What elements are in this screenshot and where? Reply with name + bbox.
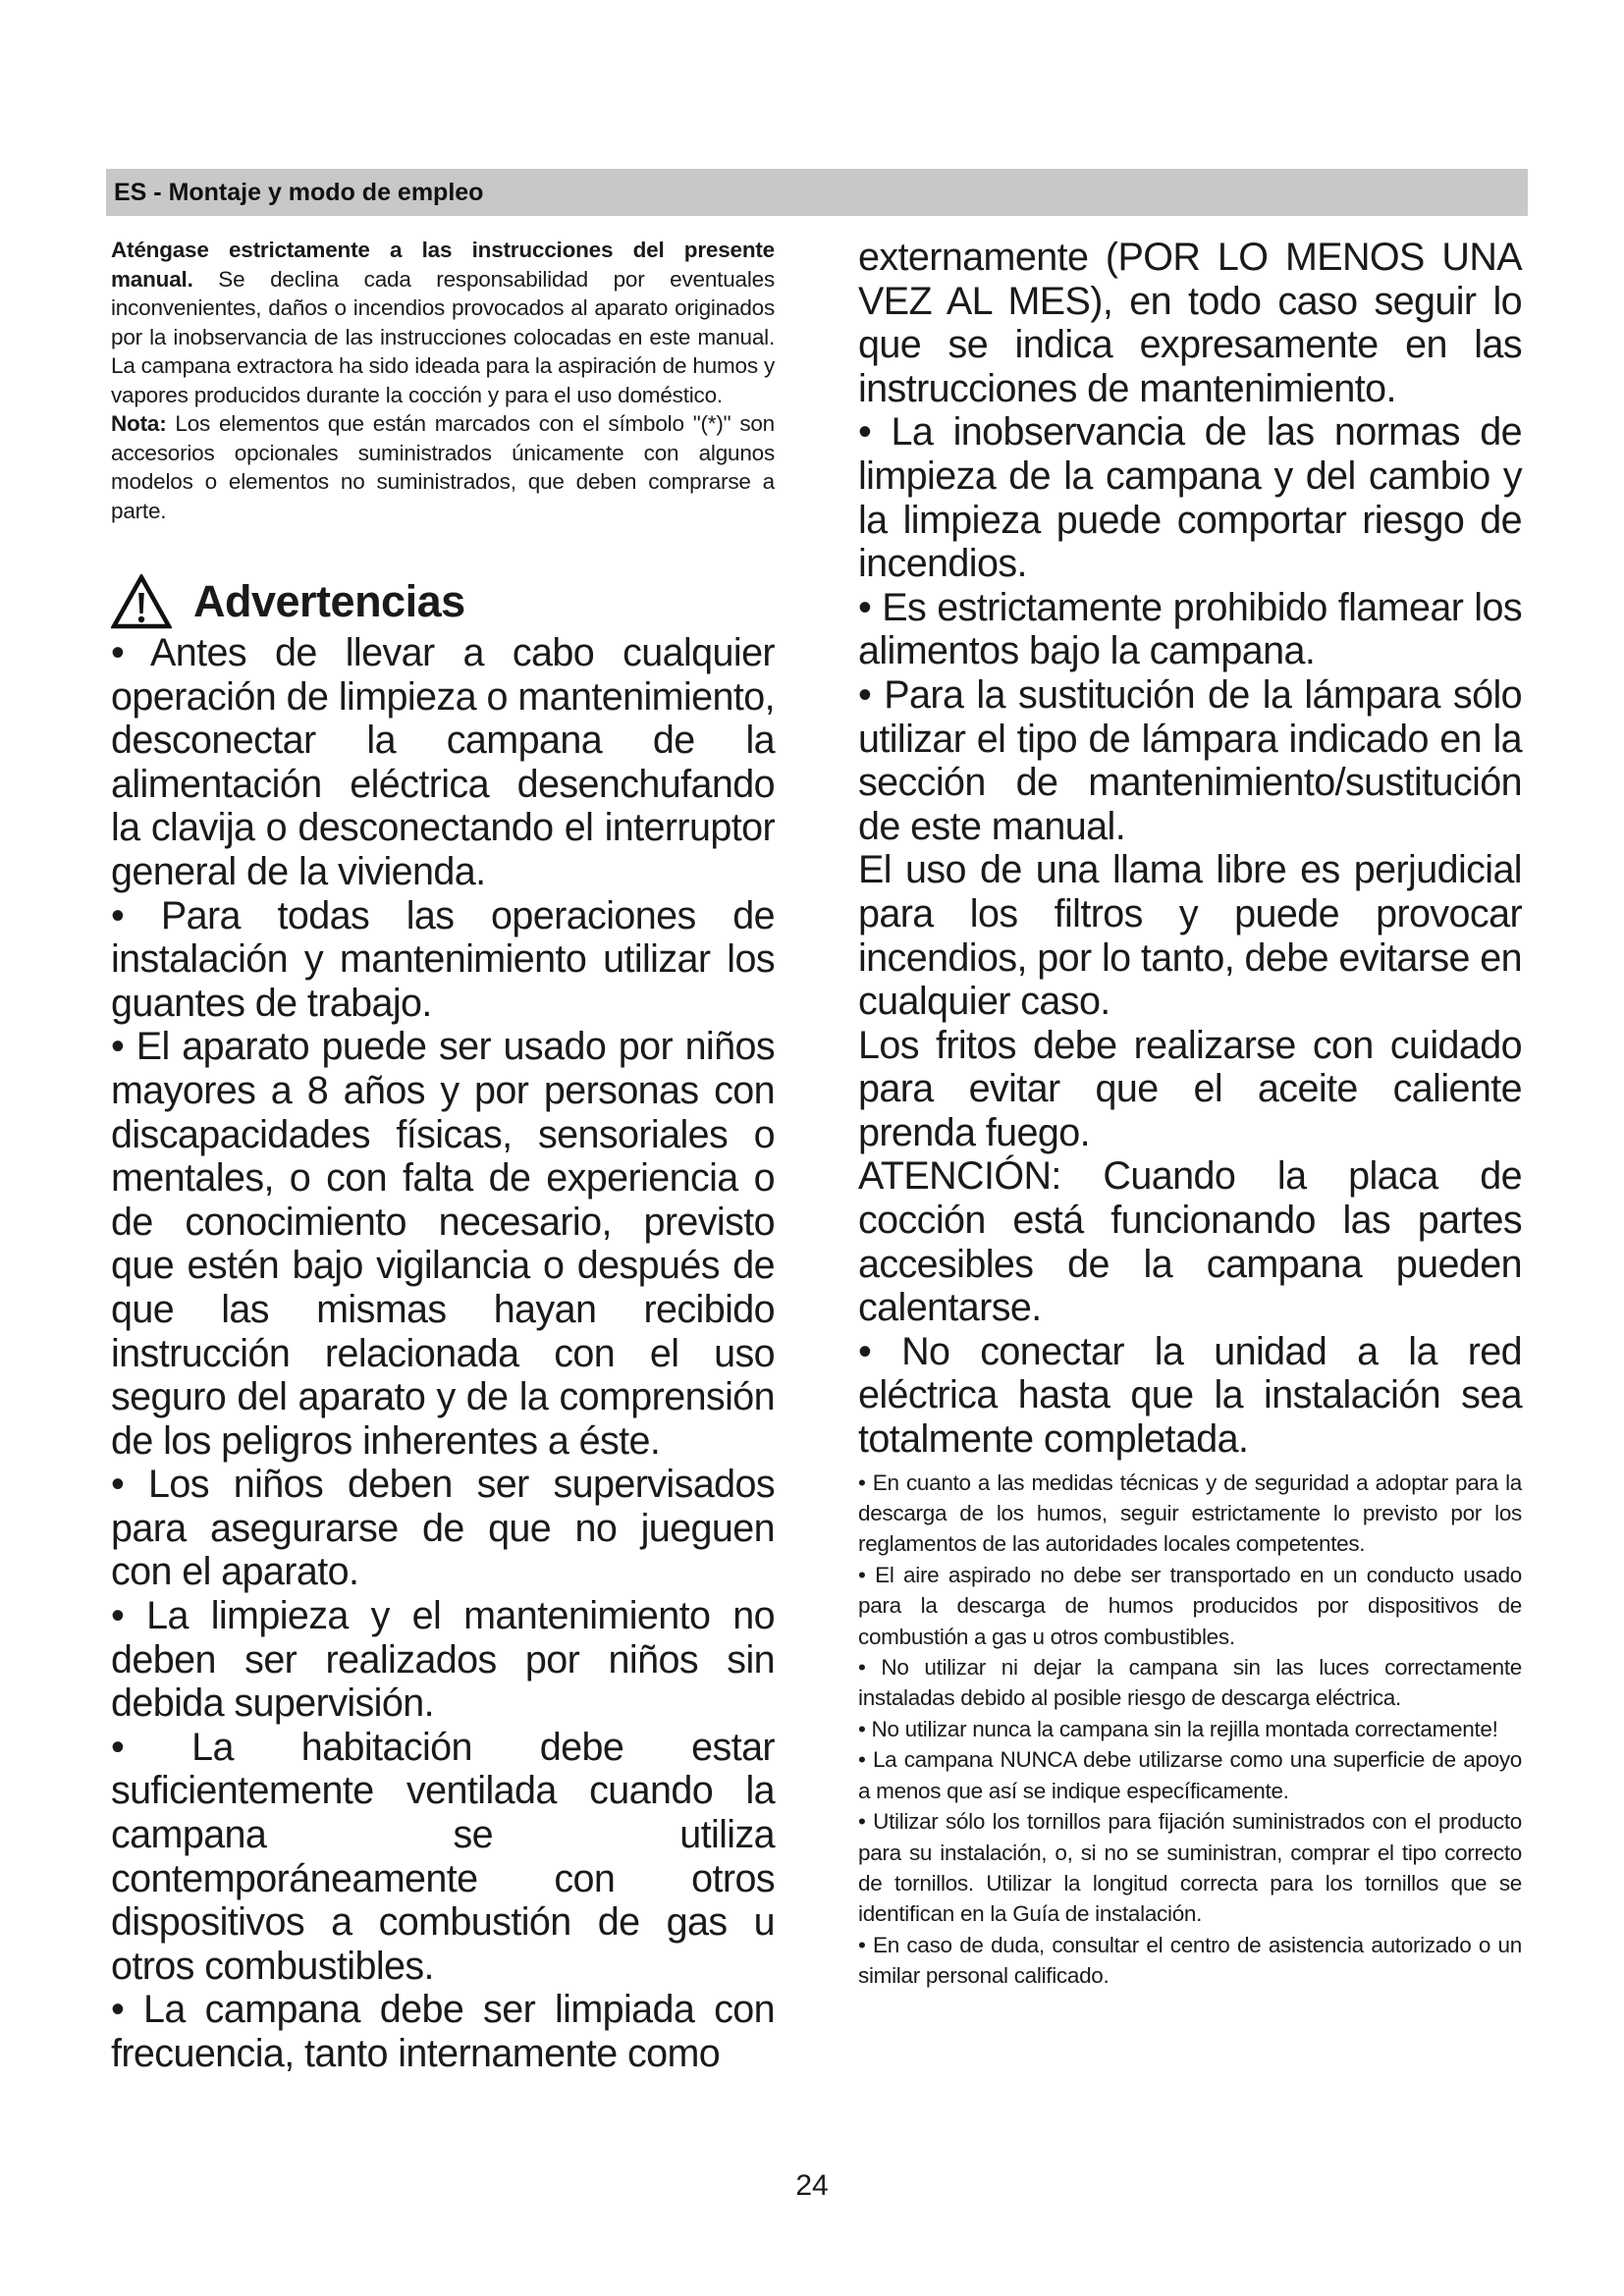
warning-item: • Antes de llevar a cabo cualquier operación de limpieza o mantenimiento, desconectar la campana de la alimentación eléctrica desenchufando la clavija o desconectando el interruptor general de la vivienda. [111, 631, 775, 893]
left-column [111, 236, 775, 2076]
right-column [858, 236, 1522, 1992]
warning-small-item: • En caso de duda, consultar el centro de asistencia autorizado o un similar personal calificado. [858, 1932, 1522, 1989]
page-number: 24 [795, 2169, 829, 2202]
warning-item: • La habitación debe estar suficientemente ventilada cuando la campana se utiliza contemporáneamente con otros dispositivos a combustión de gas u otros combustibles. [111, 1725, 775, 1988]
warning-item: • La inobservancia de las normas de limpieza de la campana y del cambio y la limpieza puede comportar riesgo de incendios. [858, 410, 1522, 586]
warnings-heading-text: Advertencias [193, 576, 465, 626]
warning-item: • Para la sustitución de la lámpara sólo utilizar el tipo de lámpara indicado en la sección de mantenimiento/sustitución de este manual. [858, 672, 1522, 848]
note-paragraph [111, 409, 775, 525]
warning-small-item: • No utilizar nunca la campana sin la rejilla montada correctamente! [858, 1716, 1498, 1741]
warning-item: ATENCIÓN: Cuando la placa de cocción está funcionando las partes accesibles de la campana pueden calentarse. [858, 1154, 1522, 1330]
intro-lead-bold: Aténgase estrictamente a las instrucciones del presente manual. [111, 238, 775, 292]
note-text: Los elementos que están marcados con el símbolo "(*)" son accesorios opcionales suministrados únicamente con algunos modelos o elementos no suministrados, que deben comprarse a parte. [111, 411, 775, 523]
warning-item: externamente (POR LO MENOS UNA VEZ AL MES), en todo caso seguir lo que se indica expresamente en las instrucciones de mantenimiento. [858, 236, 1522, 410]
intro-paragraph [111, 236, 775, 409]
section-header [106, 169, 1528, 216]
warning-small-item: • No utilizar ni dejar la campana sin las luces correctamente instaladas debido al posible riesgo de descarga eléctrica. [858, 1655, 1522, 1711]
section-header-title: ES - Montaje y modo de empleo [114, 179, 484, 206]
warning-item: • El aparato puede ser usado por niños mayores a 8 años y por personas con discapacidades físicas, sensoriales o mentales, o con falta de experiencia o de conocimiento necesario, previsto que estén bajo vigilancia o después de que las mismas hayan recibido instrucción relacionada con el uso seguro del aparato y de la comprensión de los peligros inherentes a éste. [111, 1025, 775, 1463]
warning-item: • La limpieza y el mantenimiento no deben ser realizados por niños sin debida supervisión. [111, 1594, 775, 1726]
warning-small-item: • En cuanto a las medidas técnicas y de seguridad a adoptar para la descarga de los humos, seguir estrictamente lo previsto por los reglamentos de las autoridades locales competentes. [858, 1469, 1522, 1557]
warning-item: El uso de una llama libre es perjudicial para los filtros y puede provocar incendios, por lo tanto, debe evitarse en cualquier caso. [858, 848, 1522, 1024]
warnings-heading [111, 572, 775, 631]
warning-item: • No conectar la unidad a la red eléctrica hasta que la instalación sea totalmente completada. [858, 1329, 1522, 1462]
note-label: Nota: [111, 411, 167, 436]
intro-lead-text: Se declina cada responsabilidad por eventuales inconvenientes, daños o incendios provocados al aparato originados por la inobservancia de las instrucciones colocadas en este manual. La campana extractora ha sido ideada para la aspiración de humos y vapores producidos durante la cocción y para el uso doméstico. [111, 266, 775, 407]
warning-small-item: • El aire aspirado no debe ser transportado en un conducto usado para la descarga de humos producidos por dispositivos de combustión a gas u otros combustibles. [858, 1562, 1522, 1649]
warnings-list-right [858, 236, 1522, 1462]
warning-item: • Los niños deben ser supervisados para asegurarse de que no jueguen con el aparato. [111, 1463, 775, 1594]
warnings-list-left [111, 631, 775, 2076]
warning-item: • Es estrictamente prohibido flamear los alimentos bajo la campana. [858, 585, 1522, 673]
warning-item: Los fritos debe realizarse con cuidado para evitar que el aceite caliente prenda fuego. [858, 1023, 1522, 1154]
warnings-list-right-small [858, 1468, 1522, 1992]
warning-small-item: • La campana NUNCA debe utilizarse como una superficie de apoyo a menos que así se indique específicamente. [858, 1747, 1522, 1803]
warning-small-item: • Utilizar sólo los tornillos para fijación suministrados con el producto para su instalación, o, si no se suministran, comprar el tipo correcto de tornillos. Utilizar la longitud correcta para los tornillos que se identifican en la Guía de instalación. [858, 1809, 1522, 1927]
warning-item: • La campana debe ser limpiada con frecuencia, tanto internamente como [111, 1988, 775, 2075]
warning-item: • Para todas las operaciones de instalación y mantenimiento utilizar los guantes de trabajo. [111, 893, 775, 1025]
warning-triangle-icon [111, 574, 172, 629]
